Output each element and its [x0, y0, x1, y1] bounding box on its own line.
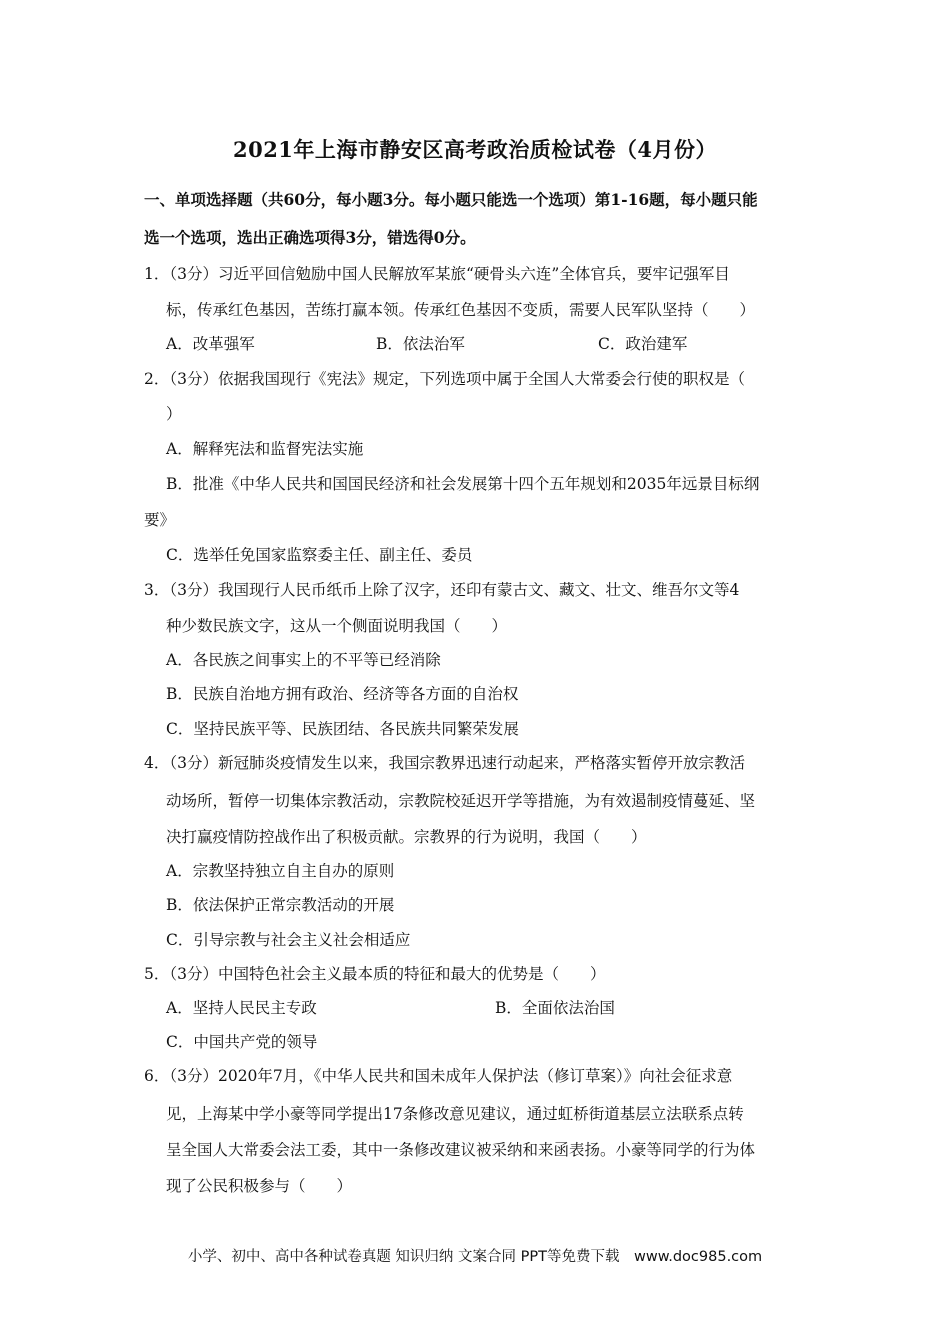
question-3-stem-cont: 种少数民族文字，这从一个侧面说明我国（ ）	[166, 617, 508, 635]
question-3-option-a: A．各民族之间事实上的不平等已经消除	[166, 651, 441, 669]
question-2-option-c: C．选举任免国家监察委主任、副主任、委员	[166, 546, 473, 564]
question-1-stem-cont: 标，传承红色基因，苦练打赢本领。传承红色基因不变质，需要人民军队坚持（ ）	[166, 301, 756, 319]
question-2-option-b: B．批准《中华人民共和国国民经济和社会发展第十四个五年规划和2035年远景目标纲	[166, 475, 760, 493]
question-5-option-a: A．坚持人民民主专政	[166, 999, 317, 1017]
question-4-stem-cont-1: 动场所，暂停一切集体宗教活动，宗教院校延迟开学等措施，为有效遏制疫情蔓延、坚	[166, 792, 756, 810]
page-footer: 小学、初中、高中各种试卷真题 知识归纳 文案合同 PPT等免费下载 www.doc985.com	[187, 1249, 763, 1265]
question-6-stem-cont-1: 见，上海某中学小豪等同学提出17条修改意见建议，通过虹桥街道基层立法联系点转	[166, 1105, 744, 1123]
section-heading-line-1: 一、单项选择题（共60分，每小题3分。每小题只能选一个选项）第1-16题，每小题只能	[144, 190, 758, 209]
question-2-stem-cont: ）	[166, 405, 182, 423]
question-4-option-a: A．宗教坚持独立自主自办的原则	[166, 862, 395, 880]
question-5-stem: 5．（3分）中国特色社会主义最本质的特征和最大的优势是（ ）	[144, 965, 606, 983]
question-3-stem: 3．（3分）我国现行人民币纸币上除了汉字，还印有蒙古文、藏文、壮文、维吾尔文等4	[144, 581, 740, 599]
question-1-option-a: A．改革强军	[166, 335, 255, 353]
question-3-option-c: C．坚持民族平等、民族团结、各民族共同繁荣发展	[166, 720, 519, 738]
question-4-stem-cont-2: 决打赢疫情防控战作出了积极贡献。宗教界的行为说明，我国（ ）	[166, 828, 647, 846]
section-heading-line-2: 选一个选项，选出正确选项得3分，错选得0分。	[144, 228, 476, 247]
question-3-option-b: B．民族自治地方拥有政治、经济等各方面的自治权	[166, 685, 519, 703]
question-1-stem: 1．（3分）习近平回信勉励中国人民解放军某旅“硬骨头六连”全体官兵，要牢记强军目	[144, 265, 730, 283]
question-1-option-c: C．政治建军	[598, 335, 688, 353]
question-4-option-c: C．引导宗教与社会主义社会相适应	[166, 931, 411, 949]
question-2-stem: 2．（3分）依据我国现行《宪法》规定，下列选项中属于全国人大常委会行使的职权是（	[144, 370, 745, 388]
question-6-stem: 6．（3分）2020年7月，《中华人民共和国未成年人保护法（修订草案）》向社会征求意	[144, 1067, 733, 1085]
question-4-stem: 4．（3分）新冠肺炎疫情发生以来，我国宗教界迅速行动起来，严格落实暂停开放宗教活	[144, 754, 745, 772]
exam-title: 2021年上海市静安区高考政治质检试卷（4月份）	[232, 137, 718, 162]
question-2-option-a: A．解释宪法和监督宪法实施	[166, 440, 364, 458]
question-6-stem-cont-2: 呈全国人大常委会法工委，其中一条修改建议被采纳和来函表扬。小豪等同学的行为体	[166, 1141, 756, 1159]
question-2-option-b-cont: 要》	[144, 511, 176, 529]
question-5-option-b: B．全面依法治国	[495, 999, 615, 1017]
question-4-option-b: B．依法保护正常宗教活动的开展	[166, 896, 395, 914]
question-1-option-b: B．依法治军	[376, 335, 465, 353]
question-5-option-c: C．中国共产党的领导	[166, 1033, 318, 1051]
question-6-stem-cont-3: 现了公民积极参与（ ）	[166, 1177, 353, 1195]
